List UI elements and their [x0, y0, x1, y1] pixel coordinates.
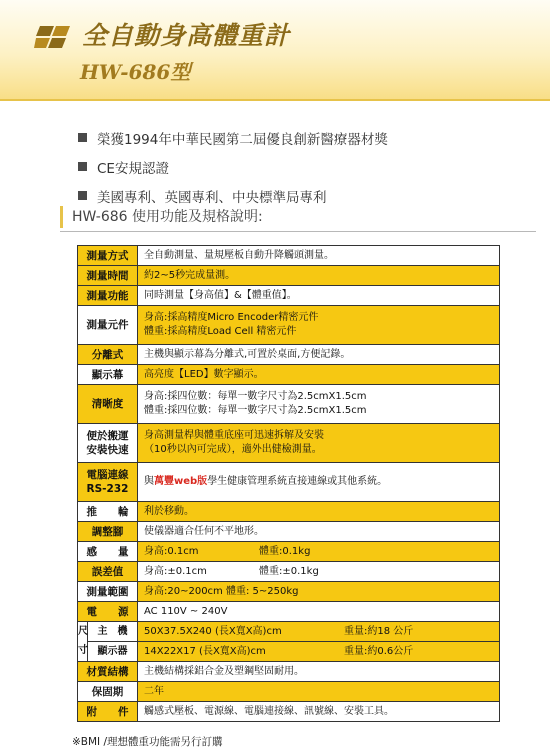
page-title: 全自動身高體重計 [82, 21, 291, 50]
table-row [78, 463, 500, 502]
spec-label: 顯示幕 [78, 365, 138, 385]
spec-label: 清晰度 [78, 385, 138, 424]
spec-value: 身高:採四位數：每單一數字尺寸為2.5cmX1.5cm 體重:採四位數：每單一數字尺寸為2.5cmX1.5cm [138, 385, 500, 424]
section-accent-bar [60, 206, 63, 228]
table-row [78, 502, 500, 522]
award-list [78, 123, 388, 210]
table-row [78, 365, 500, 385]
spec-sublabel: 主 機 [88, 622, 138, 642]
spec-label: 保固期 [78, 682, 138, 702]
spec-value: 身高測量桿與體重底座可迅速拆解及安裝 （10秒以內可完成），適外出健檢測量。 [138, 424, 500, 463]
spec-label: 測量功能 [78, 286, 138, 306]
spec-label: 電 源 [78, 602, 138, 622]
spec-label: 推 輪 [78, 502, 138, 522]
table-row [78, 385, 500, 424]
spec-value: 全自動測量、量規壓板自動升降觸頭測量。 [138, 246, 500, 266]
spec-label: 分離式 [78, 345, 138, 365]
spec-label: 尺 [78, 622, 88, 642]
spec-label: 材質結構 [78, 662, 138, 682]
square-bullet-icon [78, 133, 87, 142]
spec-label: 電腦連線 RS-232 [78, 463, 138, 502]
table-row [78, 622, 500, 642]
spec-value: 約2~5秒完成量測。 [138, 266, 500, 286]
spec-value: 身高:±0.1cm 體重:±0.1kg [138, 562, 500, 582]
spec-label: 感 量 [78, 542, 138, 562]
spec-label: 調整腳 [78, 522, 138, 542]
spec-value: 利於移動。 [138, 502, 500, 522]
table-row [78, 582, 500, 602]
table-row [78, 662, 500, 682]
spec-label: 測量範圍 [78, 582, 138, 602]
spec-sublabel: 顯示器 [88, 642, 138, 662]
table-row [78, 702, 500, 722]
table-row [78, 642, 500, 662]
spec-value: 使儀器適合任何不平地形。 [138, 522, 500, 542]
table-row [78, 266, 500, 286]
footnote: ※BMI /理想體重功能需另行訂購 [72, 736, 223, 748]
table-row [78, 602, 500, 622]
table-row [78, 522, 500, 542]
brand-logo-icon [34, 22, 74, 50]
list-item: 美國專利、英國專利、中央標準局專利 [78, 181, 388, 210]
spec-value: 身高:採高精度Micro Encoder精密元件 體重:採高精度Load Cell 精密元件 [138, 306, 500, 345]
spec-value: 身高:20~200cm 體重: 5~250kg [138, 582, 500, 602]
spec-label: 附 件 [78, 702, 138, 722]
square-bullet-icon [78, 191, 87, 200]
section-divider [60, 231, 536, 232]
spec-table [77, 245, 500, 722]
highlight-text: 萬豐web版 [154, 476, 208, 487]
spec-value: 14X22X17 (長X寬X高)cm 重量:約0.6公斤 [138, 642, 500, 662]
table-row [78, 286, 500, 306]
table-row [78, 246, 500, 266]
spec-label: 誤差值 [78, 562, 138, 582]
table-row [78, 306, 500, 345]
table-row [78, 424, 500, 463]
table-row [78, 562, 500, 582]
square-bullet-icon [78, 162, 87, 171]
spec-label: 測量方式 [78, 246, 138, 266]
table-row [78, 345, 500, 365]
spec-value: 主機與顯示幕為分離式,可置於桌面,方便記錄。 [138, 345, 500, 365]
spec-label: 寸 [78, 642, 88, 662]
spec-value: 與萬豐web版學生健康管理系統直接連線或其他系統。 [138, 463, 500, 502]
spec-value: 觸感式壓板、電源線、電腦連接線、訊號線、安裝工具。 [138, 702, 500, 722]
spec-value: AC 110V ~ 240V [138, 602, 500, 622]
table-row [78, 542, 500, 562]
spec-value: 身高:0.1cm 體重:0.1kg [138, 542, 500, 562]
list-item: CE安規認證 [78, 152, 388, 181]
spec-label: 便於搬運 安裝快速 [78, 424, 138, 463]
spec-value: 二年 [138, 682, 500, 702]
section-title: HW-686 使用功能及規格說明: [72, 209, 263, 225]
spec-value: 同時測量【身高值】&【體重值】。 [138, 286, 500, 306]
model-name: HW-686型 [80, 60, 191, 84]
table-row [78, 682, 500, 702]
spec-label: 測量元件 [78, 306, 138, 345]
header-divider [0, 99, 550, 101]
list-item: 榮獲1994年中華民國第二屆優良創新醫療器材獎 [78, 123, 388, 152]
spec-value: 50X37.5X240 (長X寬X高)cm 重量:約18 公斤 [138, 622, 500, 642]
spec-value: 高亮度【LED】數字顯示。 [138, 365, 500, 385]
spec-label: 測量時間 [78, 266, 138, 286]
spec-value: 主機結構採鋁合金及塑鋼堅固耐用。 [138, 662, 500, 682]
